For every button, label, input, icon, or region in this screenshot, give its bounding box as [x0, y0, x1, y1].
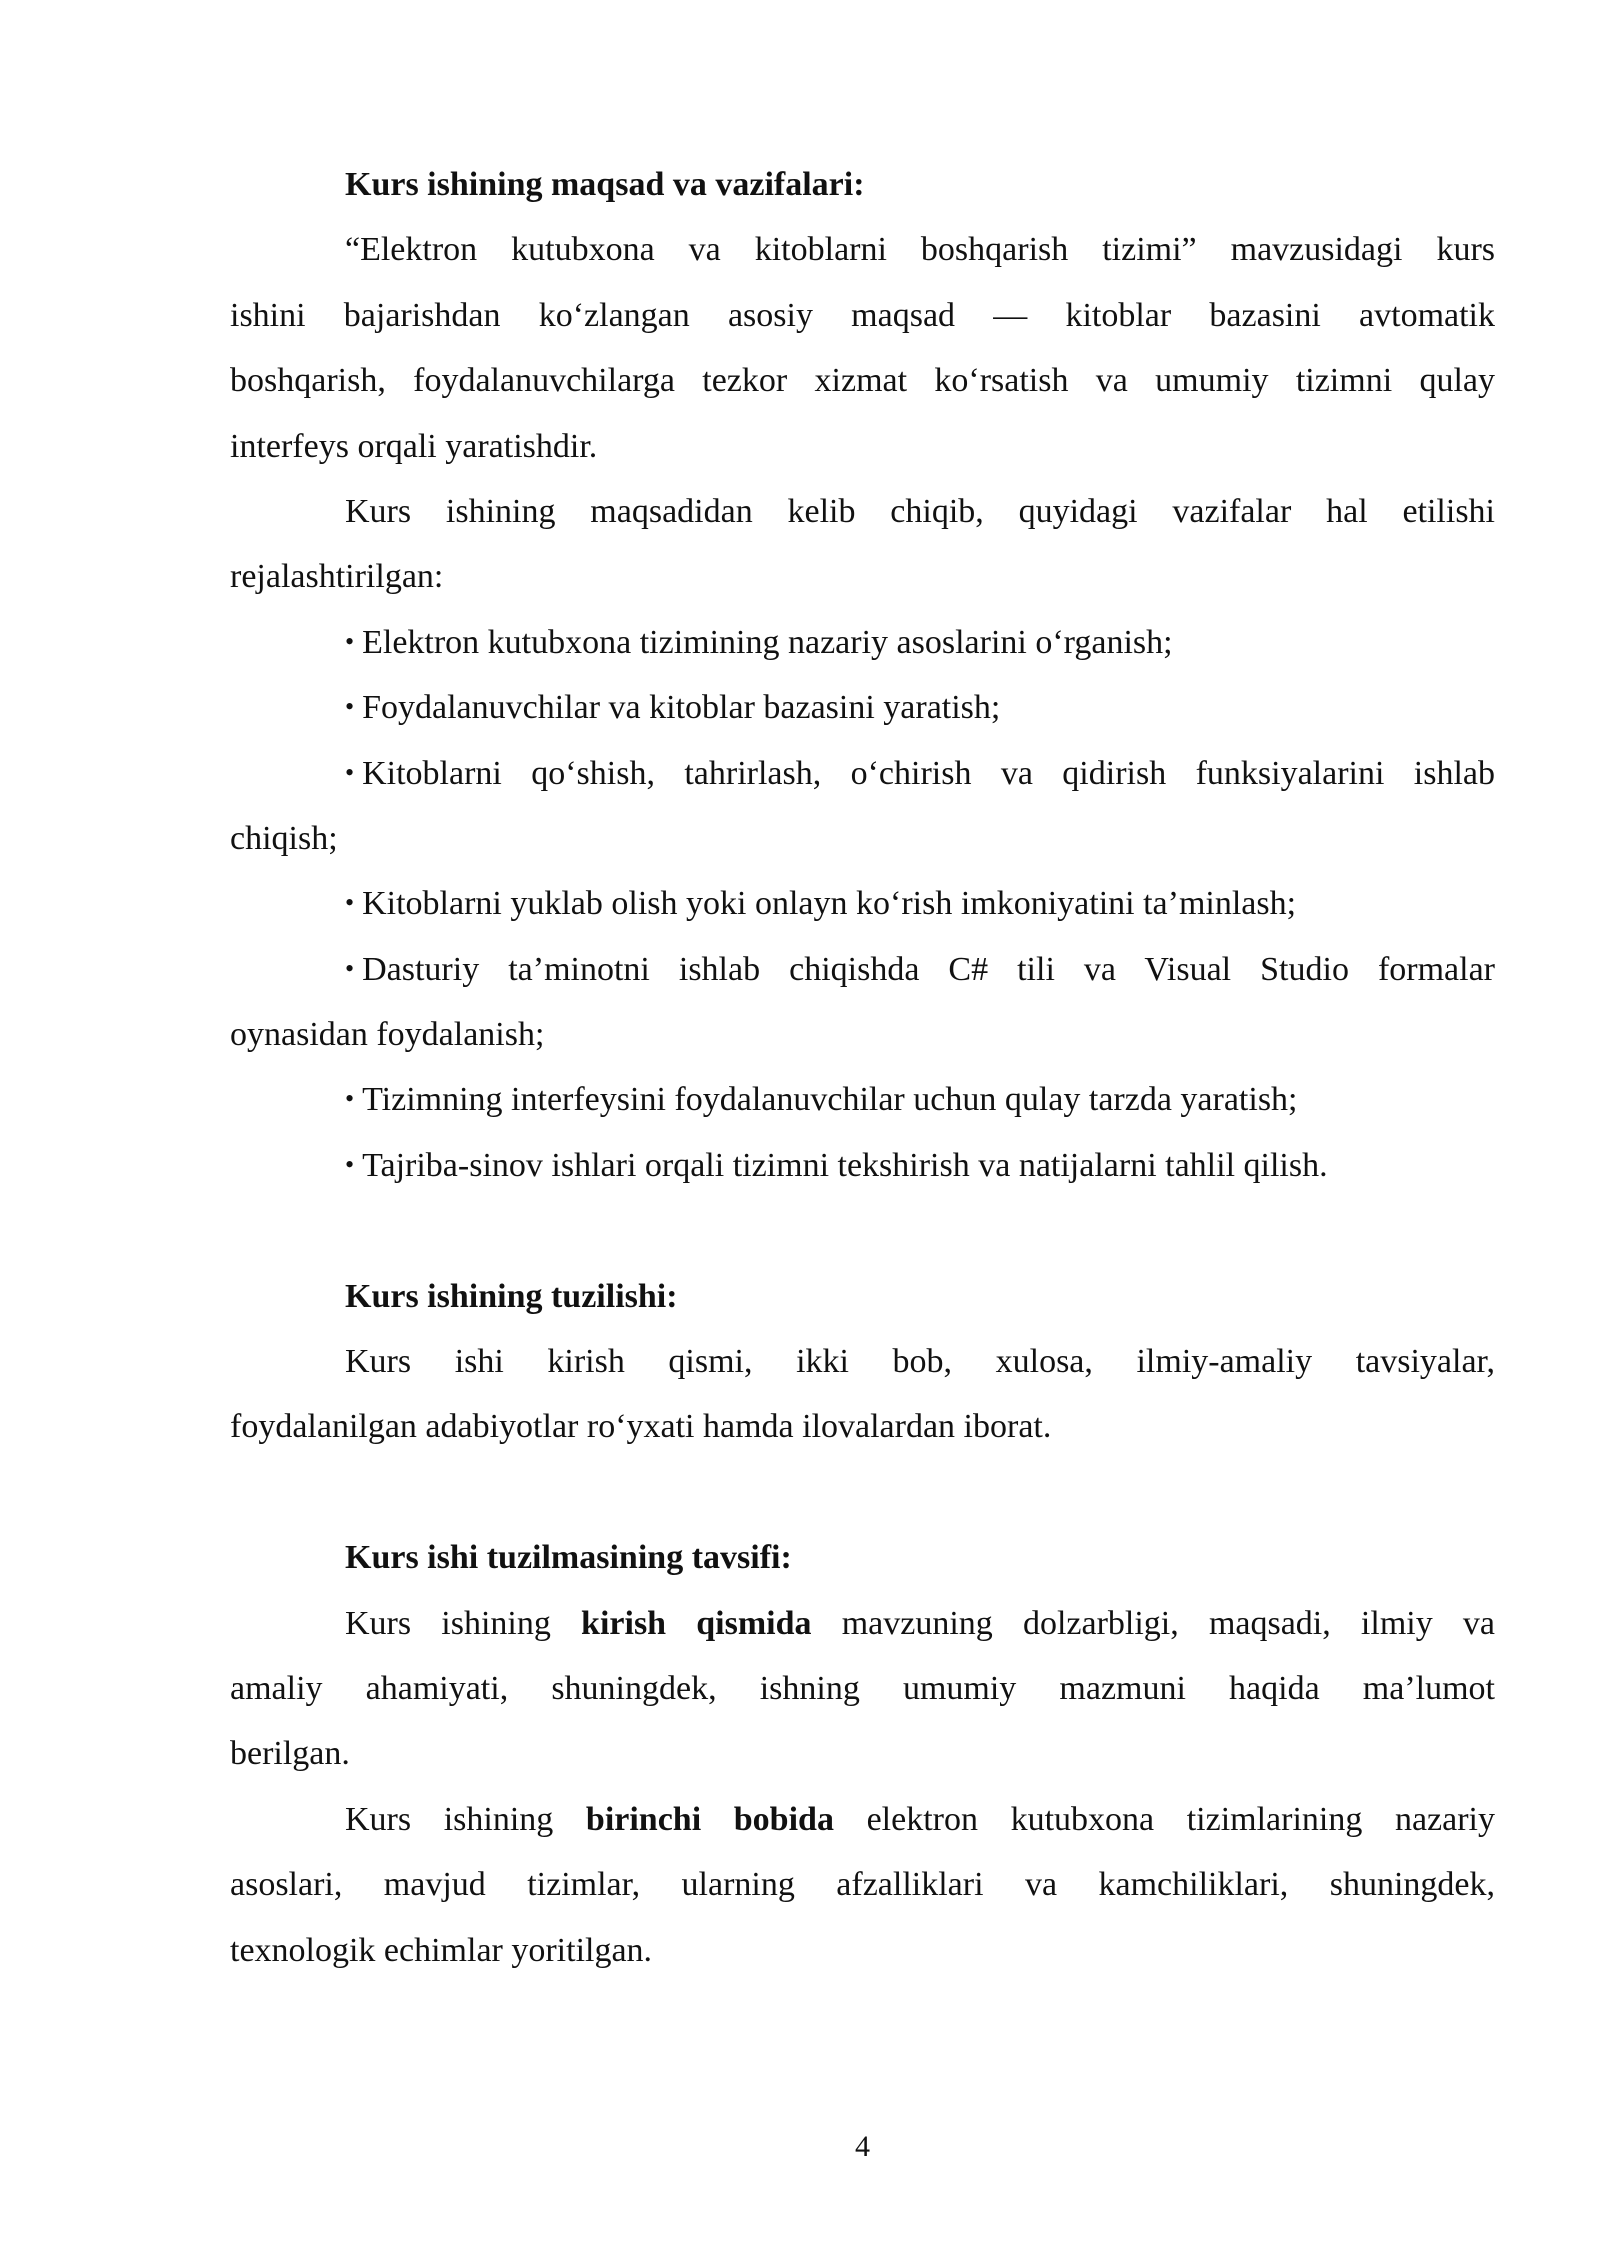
paragraph-line: boshqarish, foydalanuvchilarga tezkor xizmat ko‘rsatish va umumiy tizimni qulay [230, 362, 1495, 400]
paragraph-line: texnologik echimlar yoritilgan. [230, 1931, 653, 1969]
text-run: Kurs ishining [345, 1800, 586, 1838]
paragraph-line: asoslari, mavjud tizimlar, ularning afzalliklari va kamchiliklari, shuningdek, [230, 1866, 1495, 1904]
bullet-marker: • [345, 626, 355, 656]
paragraph-line [230, 1591, 1495, 1656]
bullet-item [230, 937, 1495, 1002]
bullet-item [230, 610, 1495, 675]
bullet-marker: • [345, 1149, 355, 1179]
bullet-continuation: oynasidan foydalanish; [230, 1016, 545, 1054]
paragraph-line: Kurs ishining maqsadidan kelib chiqib, quyidagi vazifalar hal etilishi [345, 492, 1495, 530]
paragraph-line: foydalanilgan adabiyotlar ro‘yxati hamda ilovalardan iborat. [230, 1408, 1052, 1446]
bullet-continuation: chiqish; [230, 819, 338, 857]
blank-line [230, 1460, 1495, 1525]
text-run: elektron kutubxona tizimlarining nazariy [833, 1800, 1496, 1838]
paragraph-line: Kurs ishi kirish qismi, ikki bob, xulosa, ilmiy-amaliy tavsiyalar, [345, 1343, 1495, 1381]
paragraph-line: “Elektron kutubxona va kitoblarni boshqarish tizimi” mavzusidagi kurs [345, 231, 1495, 269]
paragraph-line: berilgan. [230, 1735, 350, 1773]
bold-phrase: birinchi bobida [585, 1800, 834, 1838]
bullet-item [230, 871, 1495, 936]
bullet-marker: • [345, 757, 355, 787]
paragraph-line [230, 1787, 1495, 1852]
bullet-marker: • [345, 1084, 355, 1114]
bullet-item [230, 741, 1495, 806]
bullet-text: Kitoblarni qo‘shish, tahrirlash, o‘chirish va qidirish funksiyalarini ishlab [362, 754, 1495, 792]
bullet-item [230, 1067, 1495, 1132]
bullet-text: Tajriba-sinov ishlari orqali tizimni tekshirish va natijalarni tahlil qilish. [362, 1146, 1328, 1184]
text-run: Kurs ishining [345, 1604, 582, 1642]
bullet-text: Kitoblarni yuklab olish yoki onlayn ko‘rish imkoniyatini ta’minlash; [362, 885, 1297, 923]
section-heading-goals: Kurs ishining maqsad va vazifalari: [345, 166, 865, 203]
bullet-text: Dasturiy ta’minotni ishlab chiqishda C# tili va Visual Studio formalar [362, 950, 1495, 988]
paragraph-line: ishini bajarishdan ko‘zlangan asosiy maqsad — kitoblar bazasini avtomatik [230, 296, 1495, 334]
bullet-text: Foydalanuvchilar va kitoblar bazasini yaratish; [362, 689, 1001, 727]
bullet-item [230, 1133, 1495, 1198]
bold-phrase: kirish qismida [581, 1604, 812, 1642]
bullet-marker: • [345, 692, 355, 722]
bullet-marker: • [345, 953, 355, 983]
document-page [230, 0, 1495, 2262]
page-number: 4 [855, 2130, 870, 2163]
paragraph-line: rejalashtirilgan: [230, 558, 444, 596]
bullet-item [230, 675, 1495, 740]
section-heading-structure: Kurs ishining tuzilishi: [345, 1277, 678, 1315]
page-content [230, 152, 1495, 1983]
text-run: mavzuning dolzarbligi, maqsadi, ilmiy va [811, 1604, 1495, 1642]
paragraph-line: interfeys orqali yaratishdir. [230, 427, 598, 465]
bullet-text: Elektron kutubxona tizimining nazariy asoslarini o‘rganish; [362, 623, 1173, 661]
section-heading-description: Kurs ishi tuzilmasining tavsifi: [345, 1539, 792, 1577]
bullet-text: Tizimning interfeysini foydalanuvchilar uchun qulay tarzda yaratish; [362, 1081, 1298, 1119]
blank-line [230, 1198, 1495, 1263]
bullet-marker: • [345, 888, 355, 918]
paragraph-line: amaliy ahamiyati, shuningdek, ishning umumiy mazmuni haqida ma’lumot [230, 1669, 1495, 1707]
